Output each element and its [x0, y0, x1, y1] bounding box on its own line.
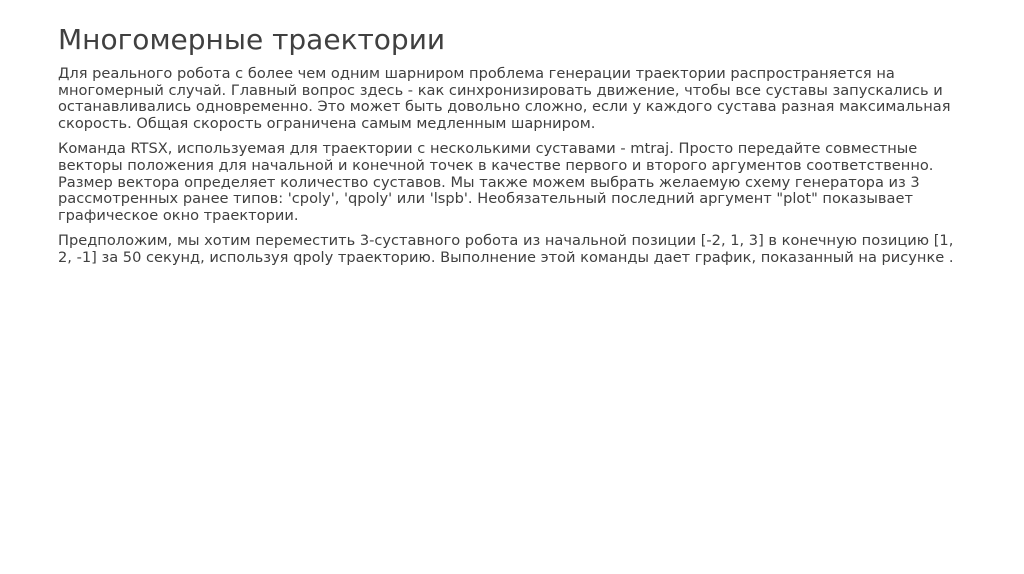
- paragraph-example: Предположим, мы хотим переместить 3-суставного робота из начальной позиции [-2, 1, 3] в конечную позицию [1, 2, -1] за 50 секунд, используя qpoly траекторию. Выполнение этой команды дает график, показанный на рисунке .: [58, 232, 954, 266]
- paragraph-intro: Для реального робота с более чем одним шарниром проблема генерации траектории распространяется на многомерный случай. Главный вопрос здесь - как синхронизировать движение, чтобы все суставы запускались и останавливались одновременно. Это может быть довольно сложно, если у каждого сустава разная максимальная скорость. Общая скорость ограничена самым медленным шарниром.: [58, 65, 951, 132]
- slide-title: Многомерные траектории: [58, 23, 446, 56]
- paragraph-mtraj-command: Команда RTSX, используемая для траектории с несколькими суставами - mtraj. Просто передайте совместные векторы положения для начальной и конечной точек в качестве первого и второго аргументов соответственно. Размер вектора определяет количество суставов. Мы также можем выбрать желаемую схему генератора из 3 рассмотренных ранее типов: 'cpoly', 'qpoly' или 'lspb'. Необязательный последний аргумент "plot" показывает графическое окно траектории.: [58, 140, 934, 224]
- slide-body: [58, 66, 958, 276]
